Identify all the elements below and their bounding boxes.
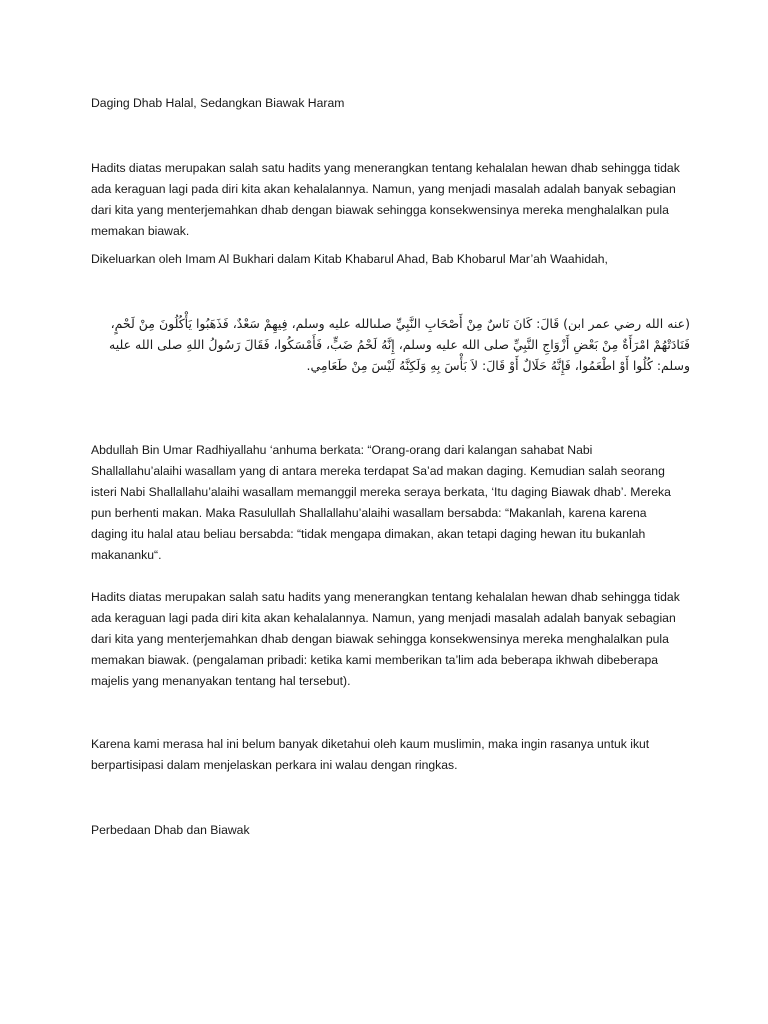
paragraph-purpose: Karena kami merasa hal ini belum banyak diketahui oleh kaum muslimin, maka ingin rasanya untuk ikut berpartisipasi dalam menjelaskan perkara ini walau dengan ringkas. [91,737,650,772]
section-heading-differences: Perbedaan Dhab dan Biawak [91,823,250,837]
paragraph-hadith-explanation-repeat: Hadits diatas merupakan salah satu hadits yang menerangkan tentang kehalalan hewan dhab sehingga tidak ada keraguan lagi pada diri kita akan kehalalannya. Namun, yang menjadi masalah adalah banyak sebagian dari kita yang menterjemahkan dhab dengan biawak sehingga konsekwensinya mereka menghalalkan pula memakan biawak. (pengalaman pribadi: ketika kami memberikan ta’lim ada beberapa ikhwah dibeberapa majelis yang menanyakan tentang hal tersebut). [91,590,680,688]
paragraph-hadith-explanation: Hadits diatas merupakan salah satu hadits yang menerangkan tentang kehalalan hewan dhab sehingga tidak ada keraguan lagi pada diri kita akan kehalalannya. Namun, yang menjadi masalah adalah banyak sebagian dari kita yang menterjemahkan dhab dengan biawak sehingga konsekwensinya mereka menghalalkan pula memakan biawak. [91,161,680,238]
document-title: Daging Dhab Halal, Sedangkan Biawak Haram [91,96,345,110]
arabic-hadith-text: (عنه الله رضي عمر ابن) قَالَ: كَانَ نَاسٌ مِنْ أَصْحَابِ النَّبِيِّ صلىالله عليه وسلم، فِيهِمْ سَعْدٌ، فَذَهَبُوا يَأْكُلُونَ مِنْ لَحْمٍ، فَنَادَتْهُمْ امْرَأَةٌ مِنْ بَعْضِ أَزْوَاجِ النَّبِيِّ صلى الله عليه وسلم، إِنَّهُ لَحْمُ ضَبٍّ، فَأَمْسَكُوا، فَقَالَ رَسُولُ اللهِ صلى الله عليه وسلم: كُلُوا أَوْ اطْعَمُوا، فَإِنَّهُ حَلَالٌ أَوْ قَالَ: لاَ بَأْسَ بِهِ وَلَكِنَّهُ لَيْسَ مِنْ طَعَامِي. [109,316,690,373]
paragraph-translation: Abdullah Bin Umar Radhiyallahu ‘anhuma berkata: “Orang-orang dari kalangan sahabat Nabi Shallallahu’alaihi wasallam yang di antara mereka terdapat Sa’ad makan daging. Kemudian salah seorang isteri Nabi Shallallahu’alaihi wasallam memanggil mereka seraya berkata, ‘Itu daging Biawak dhab’. Mereka pun berhenti makan. Maka Rasulullah Shallallahu’alaihi wasallam bersabda: “Makanlah, karena karena daging itu halal atau beliau bersabda: “tidak mengapa dimakan, akan tetapi daging hewan itu bukanlah makananku“. [91,443,671,562]
paragraph-source: Dikeluarkan oleh Imam Al Bukhari dalam Kitab Khabarul Ahad, Bab Khobarul Mar’ah Waahidah, [91,252,608,266]
